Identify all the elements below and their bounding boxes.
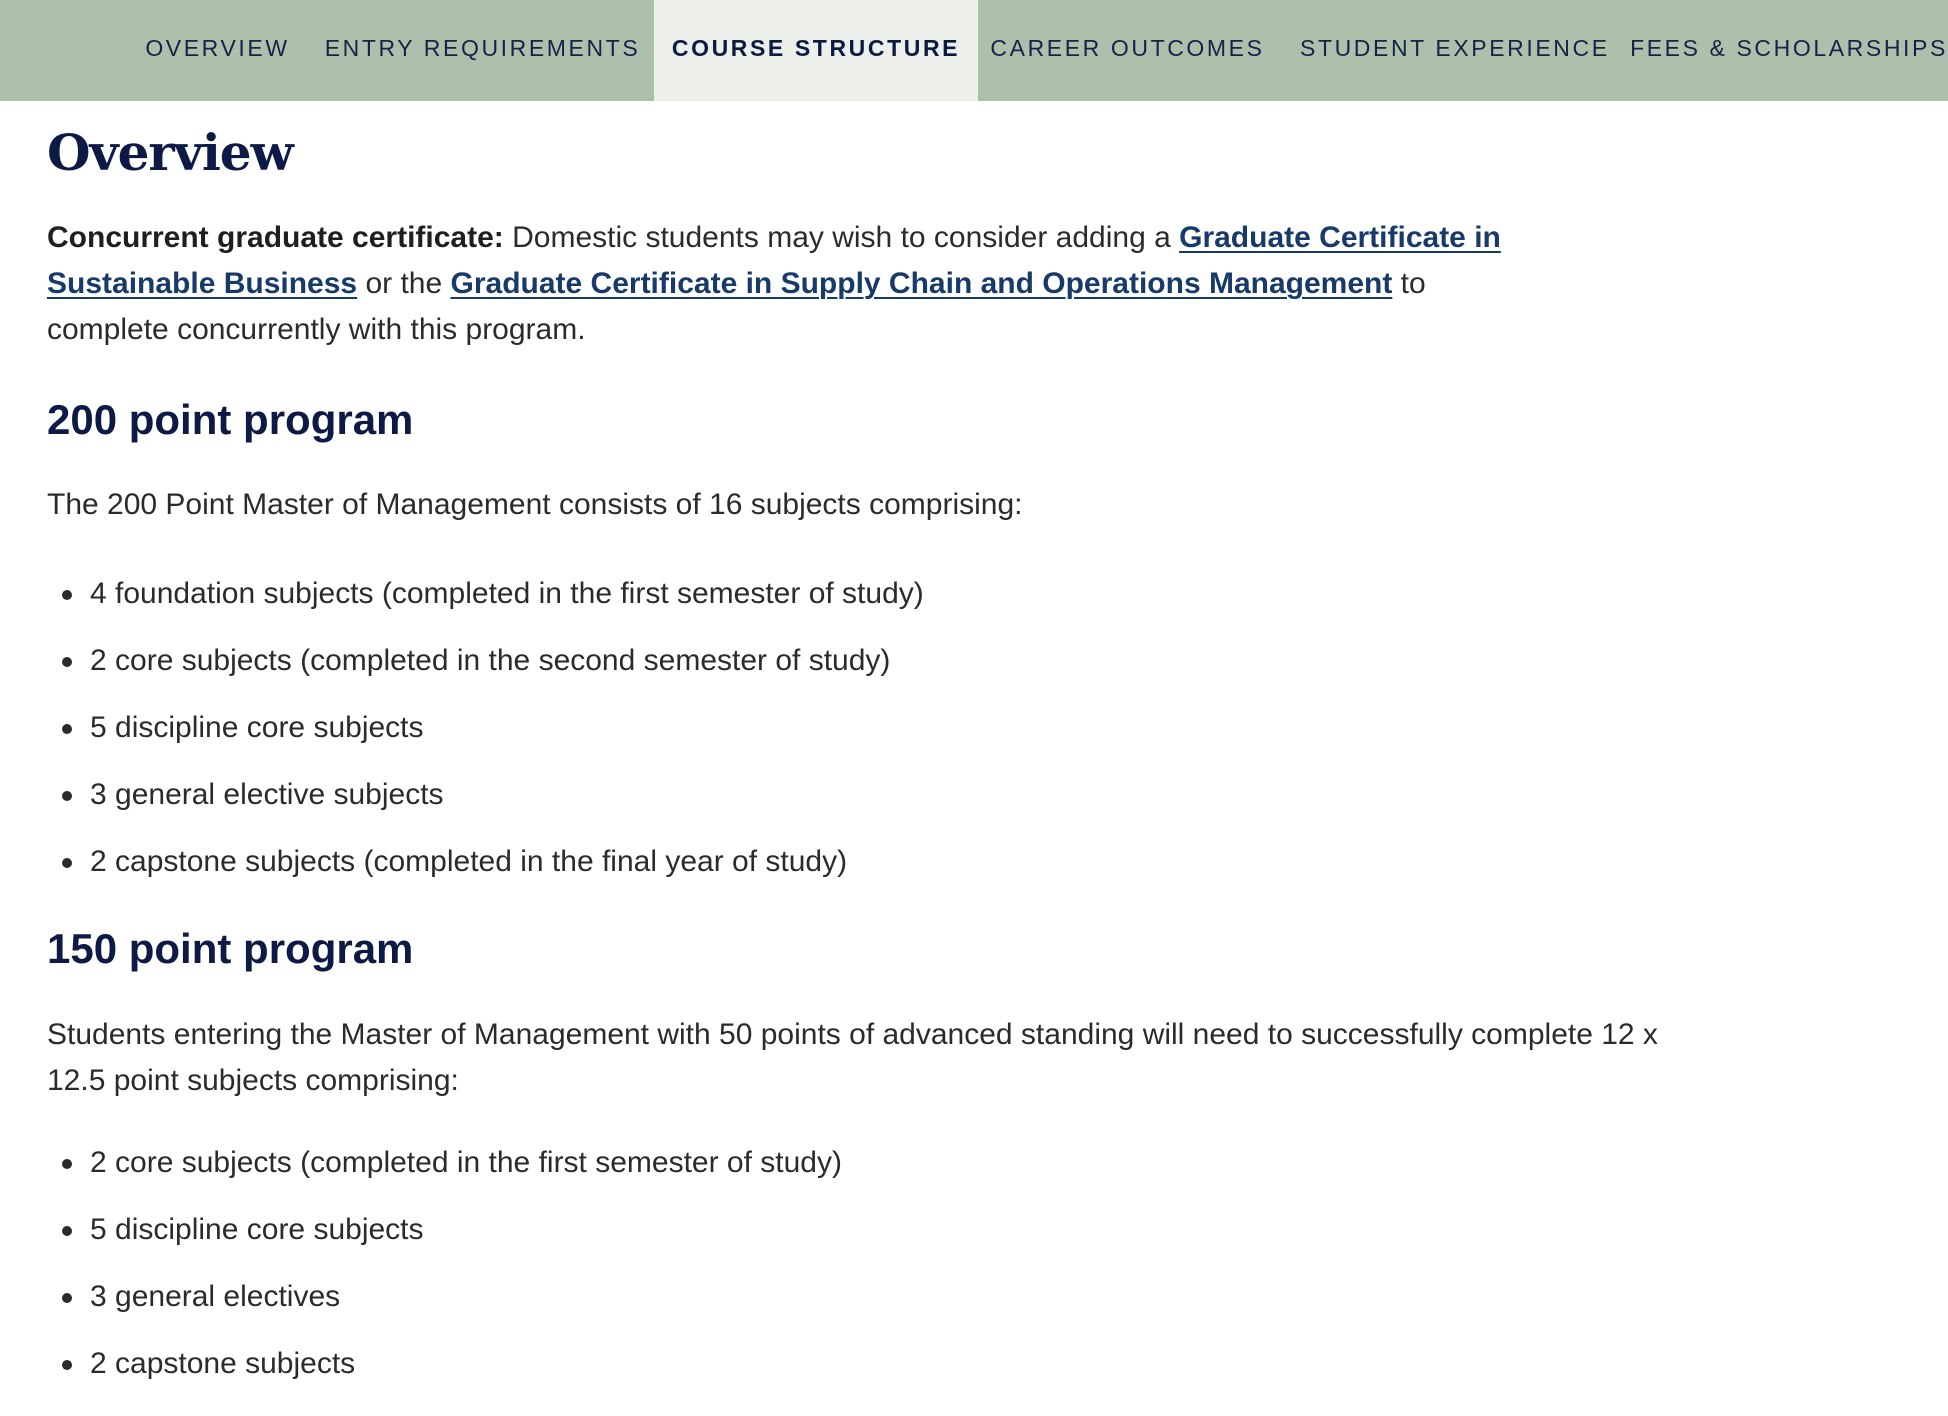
concurrent-text-before: Domestic students may wish to consider adding a xyxy=(503,221,1180,254)
tab-student-experience[interactable]: STUDENT EXPERIENCE xyxy=(1300,35,1610,61)
program-150-subject-list xyxy=(47,1129,842,1397)
section-heading-150-point: 150 point program xyxy=(47,925,414,972)
list-item: 5 discipline core subjects xyxy=(47,1196,842,1263)
tab-course-structure[interactable]: COURSE STRUCTURE xyxy=(654,0,978,101)
list-item: 2 capstone subjects xyxy=(47,1330,842,1397)
list-item: 2 capstone subjects (completed in the final year of study) xyxy=(47,828,924,895)
list-item: 3 general elective subjects xyxy=(47,761,924,828)
program-200-intro: The 200 Point Master of Management consists of 16 subjects comprising: xyxy=(47,488,1023,521)
concurrent-text-middle: or the xyxy=(357,267,451,300)
tab-career-outcomes[interactable]: CAREER OUTCOMES xyxy=(990,35,1265,61)
program-200-subject-list xyxy=(47,560,924,895)
link-graduate-certificate-sustainable-business[interactable]: Graduate Certificate in Sustainable Business xyxy=(47,221,1501,300)
page-title: Overview xyxy=(47,123,293,182)
list-item: 3 general electives xyxy=(47,1263,842,1330)
list-item: 4 foundation subjects (completed in the first semester of study) xyxy=(47,560,924,627)
tab-fees-scholarships[interactable]: FEES & SCHOLARSHIPS xyxy=(1630,35,1948,61)
concurrent-certificate-paragraph xyxy=(47,215,1527,353)
section-heading-200-point: 200 point program xyxy=(47,396,414,443)
concurrent-text-after: to complete concurrently with this program. xyxy=(47,267,1426,346)
list-item: 2 core subjects (completed in the second semester of study) xyxy=(47,627,924,694)
concurrent-label: Concurrent graduate certificate: xyxy=(47,221,504,254)
list-item: 5 discipline core subjects xyxy=(47,694,924,761)
tab-overview[interactable]: OVERVIEW xyxy=(145,35,290,61)
program-150-intro: Students entering the Master of Management with 50 points of advanced standing will need to successfully complete 12 x 12.5 point subjects comprising: xyxy=(47,1018,1658,1097)
tab-entry-requirements[interactable]: ENTRY REQUIREMENTS xyxy=(324,35,641,61)
list-item: 2 core subjects (completed in the first semester of study) xyxy=(47,1129,842,1196)
link-graduate-certificate-supply-chain[interactable]: Graduate Certificate in Supply Chain and Operations Management xyxy=(450,267,1393,300)
section-tab-bar xyxy=(0,0,1948,101)
